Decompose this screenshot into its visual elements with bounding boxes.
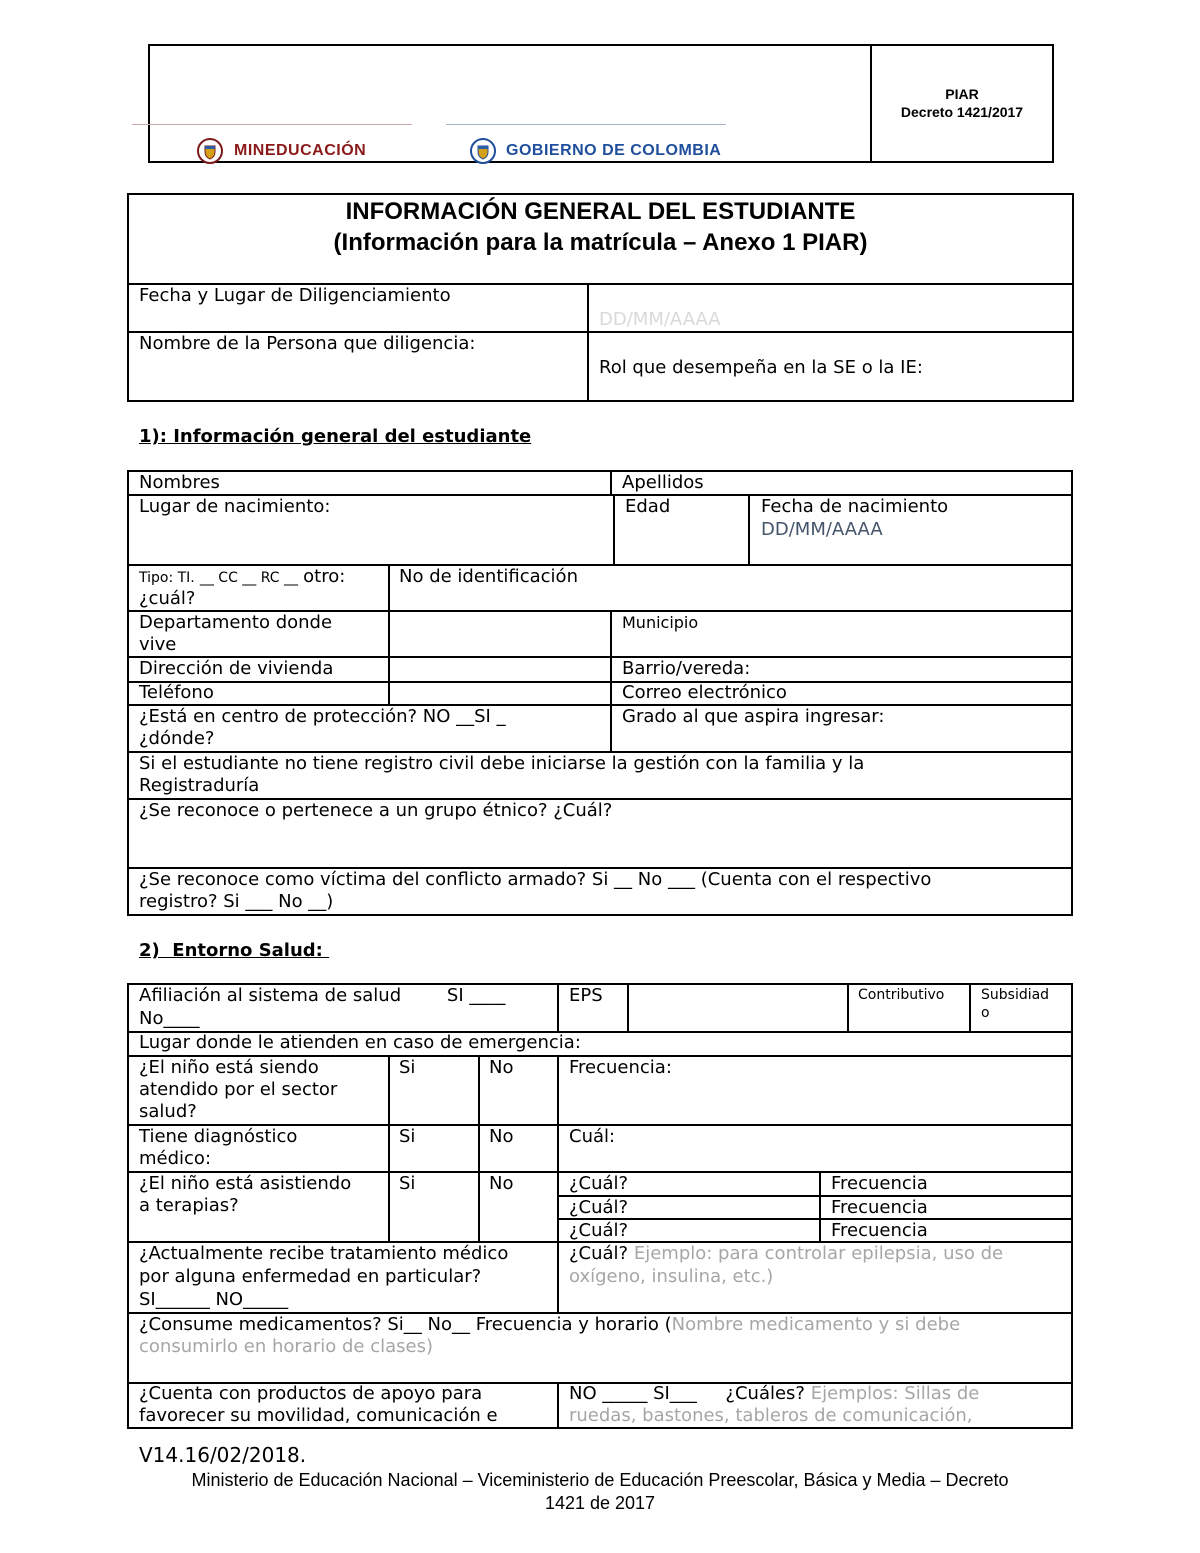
subsidiado-label-2: o bbox=[981, 1005, 990, 1021]
direccion-label: Dirección de vivienda bbox=[139, 658, 334, 679]
tratamiento-cual-label: ¿Cuál? bbox=[569, 1243, 629, 1264]
diagnostico-si[interactable]: Si bbox=[399, 1126, 416, 1147]
apoyo-label-2: favorecer su movilidad, comunicación e bbox=[139, 1405, 498, 1426]
col-line bbox=[613, 494, 615, 564]
nombres-label: Nombres bbox=[139, 472, 220, 493]
mineducacion-logo: MINEDUCACIÓN bbox=[234, 142, 367, 159]
footer-line-2: 1421 de 2017 bbox=[544, 1493, 656, 1513]
fecha-nacimiento-label: Fecha de nacimiento bbox=[761, 496, 949, 517]
apoyo-ejemplos: Ejemplos: Sillas de bbox=[805, 1383, 980, 1404]
edad-label: Edad bbox=[625, 496, 671, 517]
col-line bbox=[557, 1382, 559, 1429]
terapia-frecuencia-2: Frecuencia bbox=[831, 1197, 928, 1218]
eps-label: EPS bbox=[569, 985, 603, 1006]
terapia-cual-1: ¿Cuál? bbox=[569, 1173, 629, 1194]
col-line bbox=[969, 983, 971, 1031]
grado-label: Grado al que aspira ingresar: bbox=[622, 706, 885, 727]
diagnostico-cual-label: Cuál: bbox=[569, 1126, 616, 1147]
gobierno-logo: GOBIERNO DE COLOMBIA bbox=[506, 142, 722, 159]
section1-title: 1): Información general del estudiante bbox=[139, 426, 532, 447]
terapia-cual-3: ¿Cuál? bbox=[569, 1220, 629, 1241]
atendido-si[interactable]: Si bbox=[399, 1057, 416, 1078]
afiliacion-no: No____ bbox=[139, 1008, 200, 1029]
tipo-cc-rc: __ CC __ RC __ bbox=[199, 570, 299, 586]
subsidiado-label: Subsidiad bbox=[981, 987, 1050, 1003]
apellidos-label: Apellidos bbox=[622, 472, 704, 493]
atendido-label-3: salud? bbox=[139, 1101, 197, 1122]
barrio-label: Barrio/vereda: bbox=[622, 658, 751, 679]
medicamentos-hint-2: consumirlo en horario de clases) bbox=[139, 1336, 433, 1357]
rol-label: Rol que desempeña en la SE o la IE: bbox=[599, 357, 923, 378]
diagnostico-label: Tiene diagnóstico bbox=[139, 1126, 298, 1147]
tipo-ti: Tipo: TI. bbox=[139, 570, 195, 586]
apoyo-no-si: NO _____ SI___ ¿Cuáles? bbox=[569, 1383, 805, 1404]
lugar-nacimiento-label: Lugar de nacimiento: bbox=[139, 496, 331, 517]
col-line bbox=[627, 983, 629, 1031]
page-title: INFORMACIÓN GENERAL DEL ESTUDIANTE bbox=[345, 198, 856, 225]
colombia-shield-icon bbox=[469, 137, 497, 165]
medicamentos-row bbox=[139, 1314, 960, 1336]
terapias-label: ¿El niño está asistiendo bbox=[139, 1173, 352, 1194]
tratamiento-ejemplo: Ejemplo: para controlar epilepsia, uso de bbox=[628, 1243, 1004, 1264]
nombre-persona-label: Nombre de la Persona que diligencia: bbox=[139, 333, 476, 354]
col-line bbox=[388, 1055, 390, 1241]
fecha-nacimiento-placeholder[interactable]: DD/MM/AAAA bbox=[761, 519, 883, 540]
diagnostico-no[interactable]: No bbox=[489, 1126, 514, 1147]
proteccion-label: ¿Está en centro de protección? NO __SI _ bbox=[139, 706, 506, 727]
col-line bbox=[819, 1171, 821, 1241]
victima-label-2: registro? Si ___ No __) bbox=[139, 891, 334, 912]
tratamiento-ejemplo-2: oxígeno, insulina, etc.) bbox=[569, 1266, 774, 1287]
apoyo-respuesta bbox=[569, 1383, 979, 1405]
frecuencia-atencion-label: Frecuencia: bbox=[569, 1057, 672, 1078]
tipo-cual: ¿cuál? bbox=[139, 588, 196, 609]
medicamentos-label: ¿Consume medicamentos? Si__ No__ Frecuencia y horario ( bbox=[139, 1314, 672, 1335]
correo-label: Correo electrónico bbox=[622, 682, 787, 703]
tratamiento-label-2: por alguna enfermedad en particular? bbox=[139, 1266, 482, 1287]
atendido-label-2: atendido por el sector bbox=[139, 1079, 338, 1100]
terapias-si[interactable]: Si bbox=[399, 1173, 416, 1194]
col-line bbox=[610, 610, 612, 751]
tratamiento-si-no: SI______ NO_____ bbox=[139, 1289, 289, 1310]
contributivo-label: Contributivo bbox=[858, 987, 945, 1003]
terapias-label-2: a terapias? bbox=[139, 1195, 239, 1216]
footer-line-1: Ministerio de Educación Nacional – Viceministerio de Educación Preescolar, Básica y Media – Decreto bbox=[191, 1470, 1009, 1490]
terapias-no[interactable]: No bbox=[489, 1173, 514, 1194]
apoyo-label: ¿Cuenta con productos de apoyo para bbox=[139, 1383, 483, 1404]
municipio-label: Municipio bbox=[622, 613, 699, 632]
fecha-lugar-label: Fecha y Lugar de Diligenciamiento bbox=[139, 285, 451, 306]
header-decreto: Decreto 1421/2017 bbox=[900, 104, 1024, 120]
student-info-table bbox=[127, 470, 1073, 916]
colombia-shield-icon bbox=[196, 137, 224, 165]
registro-civil-note-2: Registraduría bbox=[139, 775, 260, 796]
col-line bbox=[478, 1055, 480, 1241]
departamento-label-2: vive bbox=[139, 634, 177, 655]
col-line bbox=[557, 983, 559, 1031]
diagnostico-label-2: médico: bbox=[139, 1148, 212, 1169]
tratamiento-cual bbox=[569, 1243, 1003, 1265]
telefono-label: Teléfono bbox=[139, 682, 214, 703]
section2-title: 2) Entorno Salud: bbox=[139, 940, 330, 961]
no-identificacion-label: No de identificación bbox=[399, 566, 578, 587]
header-rule-left bbox=[132, 124, 412, 125]
version-label: V14.16/02/2018. bbox=[139, 1443, 307, 1467]
tipo-otro: otro: bbox=[303, 566, 346, 587]
row-line bbox=[127, 681, 1073, 683]
medicamentos-hint: Nombre medicamento y si debe bbox=[671, 1314, 961, 1335]
header-rule-right bbox=[446, 124, 726, 125]
lugar-emergencia-label: Lugar donde le atienden en caso de emergencia: bbox=[139, 1032, 581, 1053]
afiliacion-label: Afiliación al sistema de salud SI ____ bbox=[139, 985, 506, 1006]
col-line bbox=[847, 983, 849, 1031]
atendido-no[interactable]: No bbox=[489, 1057, 514, 1078]
col-line bbox=[610, 470, 612, 494]
col-line bbox=[587, 283, 589, 402]
terapia-frecuencia-3: Frecuencia bbox=[831, 1220, 928, 1241]
registro-civil-note: Si el estudiante no tiene registro civil debe iniciarse la gestión con la familia y la bbox=[139, 753, 865, 774]
col-line bbox=[557, 1055, 559, 1312]
apoyo-ejemplos-2: ruedas, bastones, tableros de comunicación, bbox=[569, 1405, 973, 1426]
atendido-label: ¿El niño está siendo bbox=[139, 1057, 319, 1078]
col-line bbox=[388, 564, 390, 704]
fecha-placeholder[interactable]: DD/MM/AAAA bbox=[599, 309, 721, 330]
terapia-cual-2: ¿Cuál? bbox=[569, 1197, 629, 1218]
proteccion-donde: ¿dónde? bbox=[139, 728, 215, 749]
header-piar: PIAR bbox=[945, 86, 979, 102]
row-line bbox=[558, 1218, 1073, 1220]
tipo-documento bbox=[139, 566, 345, 589]
page-subtitle: (Información para la matrícula – Anexo 1 PIAR) bbox=[333, 229, 868, 256]
grupo-etnico-label: ¿Se reconoce o pertenece a un grupo étnico? ¿Cuál? bbox=[139, 800, 613, 821]
victima-label: ¿Se reconoce como víctima del conflicto armado? Si __ No ___ (Cuenta con el respectivo bbox=[139, 869, 932, 890]
terapia-frecuencia-1: Frecuencia bbox=[831, 1173, 928, 1194]
departamento-label: Departamento donde bbox=[139, 612, 333, 633]
tratamiento-label: ¿Actualmente recibe tratamiento médico bbox=[139, 1243, 509, 1264]
row-line bbox=[558, 1195, 1073, 1197]
col-line bbox=[748, 494, 750, 564]
